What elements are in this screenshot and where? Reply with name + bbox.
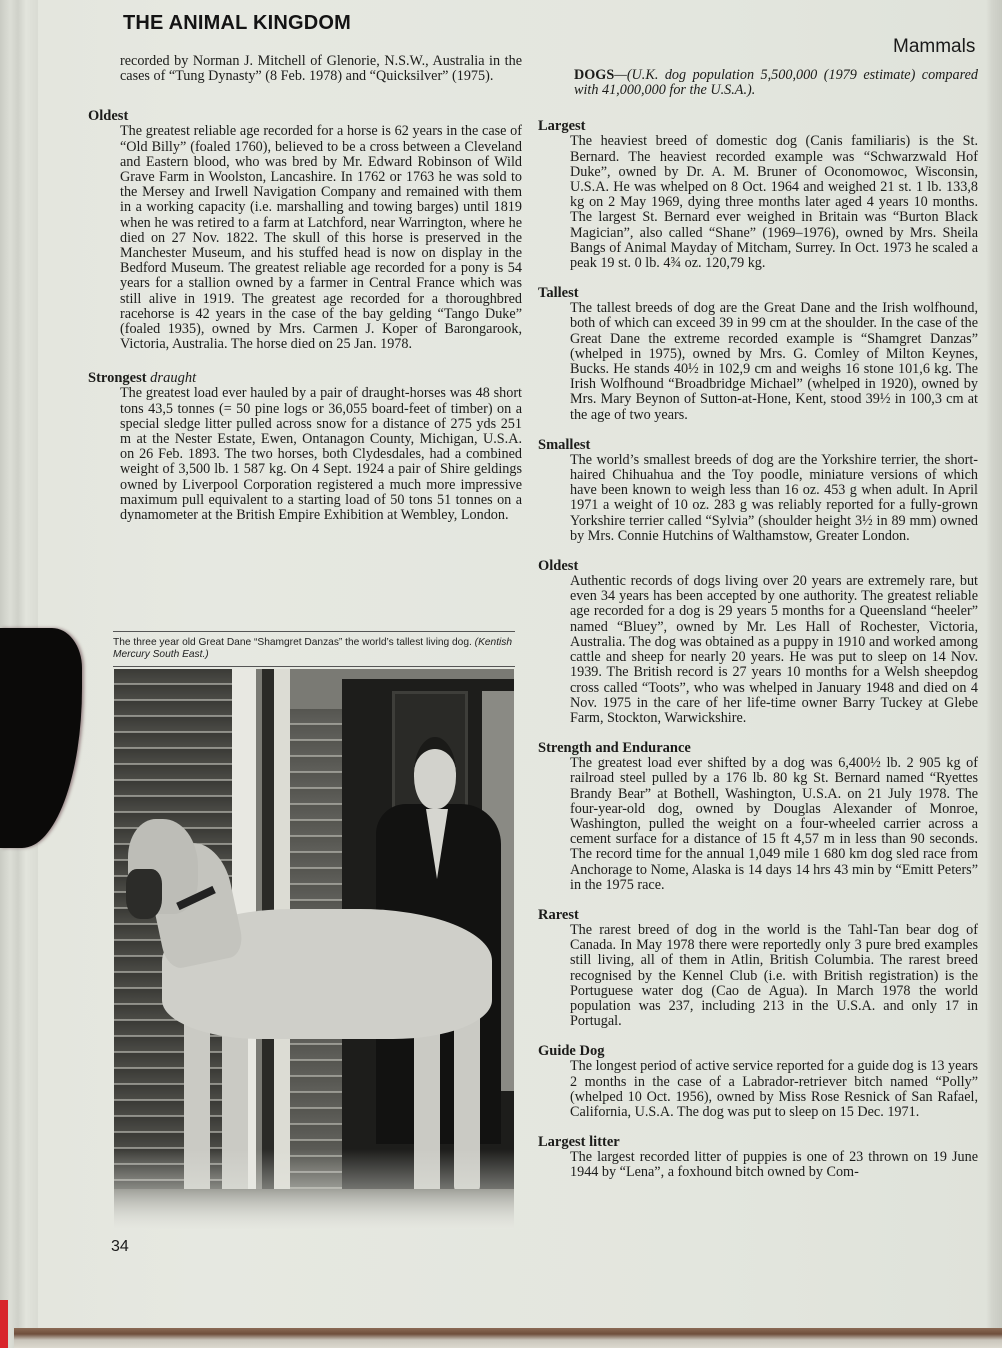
section-heading: Largest (538, 118, 586, 135)
dogs-intro: DOGS—(U.K. dog population 5,500,000 (1979 estimate) compared with 41,000,000 for the U.S.A.). (574, 67, 978, 99)
section-body: The world’s smallest breeds of dog are the Yorkshire terrier, the short-haired Chihuahua and the Toy poodle, miniature versions of which have been known to weigh less than 16 oz. 453 g when adult. In April 1971 a weight of 10 oz. 283 g was reliably reported for a fully-grown Yorkshire terrier called “Sylvia” (shoulder height 3½ in 89 mm) owned by Mrs. Connie Hutchins of Walthamstow, Greater London. (570, 451, 978, 544)
section-body: The tallest breeds of dog are the Great Dane and the Irish wolfhound, both of which can exceed 39 in 99 cm at the shoulder. In the case of the Great Dane the extreme recorded example is “Shamgret Danzas” (whelped in 1975), owned by Mrs. G. Comley of Milton Keynes, Bucks. He stands 40½ in 102,9 cm and weighs 16 stone 101,6 kg. The Irish Wolfhound “Broadbridge Michael” (whelped in 1920), owned by Mrs. Mary Beynon of Sutton-at-Hone, Kent, stood 39½ in 100,3 cm at the age of two years. (570, 300, 978, 423)
section-body: Authentic records of dogs living over 20 years are extremely rare, but even 34 years has been accepted by one authority. The greatest reliable age recorded for a dog is 29 years 5 months for a Queensland “heeler” named “Bluey”, owned by Mr. Les Hall of Rochester, Victoria, Australia. The dog was obtained as a puppy in 1910 and worked among cattle and sheep for nearly 20 years. He was put to sleep on 14 Nov. 1939. The British record is 27 years 10 months for a Welsh sheepdog cross called “Toots”, who was whelped in January 1948 and died on 4 Nov. 1975 in the care of her life-time owner Barry Tuckey at Glebe Farm, Stockton, Warwickshire. (570, 573, 978, 726)
great-dane-photo (114, 669, 514, 1229)
caption-text: The three year old Great Dane “Shamgret Danzas” the world’s tallest living dog. (113, 637, 472, 648)
section-heading: Largest litter (538, 1134, 620, 1151)
section-heading: Tallest (538, 285, 579, 302)
photo-fade (114, 1149, 514, 1229)
section-rarest (538, 907, 978, 1029)
running-head-right: Mammals (893, 36, 976, 57)
section-strength-endurance (538, 740, 978, 893)
section-oldest-horse (88, 108, 522, 352)
section-heading: Oldest (538, 558, 579, 575)
book-cover-edge (0, 1300, 8, 1348)
section-guide-dog (538, 1043, 978, 1120)
section-tallest (538, 285, 978, 423)
section-strongest-draught (88, 370, 522, 523)
section-body: The greatest load ever hauled by a pair of draught-horses was 48 short tons 43,5 tonnes (= 50 pine logs or 36,055 board-feet of timber) on a special sledge litter pulled across snow for a distance of 275 yds 251 m at the Nester Estate, Ewen, Ontanagon County, Michigan, U.S.A. on 26 Feb. 1893. The two horses, both Clydesdales, had a combined weight of 3,500 lb. 1 587 kg. On 4 Sept. 1924 a pair of Shire geldings owned by Liverpool Corporation registered a much more impressive maximum pull equivalent to a starting load of 50 tons 51 tonnes on a dynamometer at the British Empire Exhibition at Wembley, London. (120, 385, 522, 524)
section-body: The rarest breed of dog in the world is the Tahl-Tan bear dog of Canada. In May 1978 there were reportedly only 3 pure bred examples still living, all of them in Atlin, British Columbia. The rarest breed recognised by the Kennel Club (i.e. with British registration) is the Portuguese water dog (Cao de Agua). In March 1978 the world population was 237, including 213 in the U.S.A. and only 17 in Portugal. (570, 921, 978, 1030)
section-body: The greatest reliable age recorded for a horse is 62 years in the case of “Old Billy” (foaled 1760), believed to be a cross between a Cleveland and Eastern blood, who was bred by Mr. Edward Robinson of Wild Grave Farm in Woolston, Lancashire. In 1762 or 1763 he was sold to the Mersey and Irwell Navigation Company and remained with them in a working capacity (i.e. marshalling and towing barges) until 1819 when he was retired to a farm at Latchford, near Warrington, where he died on 27 Nov. 1822. The skull of this horse is preserved in the Manchester Museum, and his stuffed head is now on display in the Bedford Museum. The greatest reliable age recorded for a pony is 54 years for a stallion owned by a farmer in Central France which was still alive in 1919. The greatest age recorded for a thoroughbred racehorse is 42 years in the case of the bay gelding “Tango Duke” (foaled 1935), owned by Mrs. Carmen J. Koper of Barongarook, Victoria, Australia. The horse died on 25 Jan. 1978. (120, 123, 522, 353)
section-heading: Strongest draught (88, 370, 197, 387)
section-body: The largest recorded litter of puppies is one of 23 thrown on 19 June 1944 by “Lena”, a foxhound bitch owned by Com- (570, 1149, 978, 1181)
section-smallest (538, 437, 978, 544)
section-largest-litter (538, 1134, 978, 1180)
section-heading: Guide Dog (538, 1043, 605, 1060)
page-edge-shadow (986, 0, 1002, 1348)
thumb-over-page (0, 628, 82, 848)
section-heading: Smallest (538, 436, 591, 453)
book-bottom-edge (14, 1328, 1002, 1348)
section-body: The longest period of active service reported for a guide dog is 13 years 2 months in the case of a Labrador-retriever bitch named “Polly” (whelped 10 Oct. 1956), owned by Miss Rose Resnick of San Rafael, California, U.S.A. The dog was put to sleep on 15 Dec. 1971. (570, 1058, 978, 1120)
page-number: 34 (111, 1238, 129, 1255)
section-body: The greatest load ever shifted by a dog was 6,400½ lb. 2 905 kg of railroad steel pulled by a 176 lb. 80 kg St. Bernard named “Ryettes Brandy Bear” at Bothell, Washington, U.S.A. on 21 July 1978. The four-year-old dog, owned by Douglas Alexander of Monroe, Washington, pulled the weight on a four-wheeled carrier across a cement surface for a distance of 15 ft 4,57 m in less than 90 seconds. The record time for the annual 1,049 mile 1 680 km dog sled race from Anchorage to Nome, Alaska is 14 days 14 hrs 43 min by “Emitt Peters” in the 1975 race. (570, 755, 978, 893)
man-head (414, 737, 456, 809)
section-heading: Oldest (88, 108, 129, 125)
section-body: The heaviest breed of domestic dog (Canis familiaris) is the St. Bernard. The heaviest recorded example was “Schwarzwald Hof Duke”, owned by Dr. A. M. Bruner of Oconomowoc, Wisconsin, U.S.A. He was whelped on 8 Oct. 1964 and weighed 21 st. 1 lb. 133,8 kg on 2 May 1969, dying three months later aged 4 years 10 months. The largest St. Bernard ever weighed in Britain was “Burton Black Magician”, also called “Shane” (1969–1976), owned by Mrs. Sheila Bangs of Animal Mayday of Mitcham, Surrey. In Oct. 1973 he scaled a peak 19 st. 0 lb. 4¾ oz. 120,79 kg. (570, 133, 978, 272)
continuation-paragraph: recorded by Norman J. Mitchell of Glenorie, N.S.W., Australia in the cases of “Tung Dynasty” (8 Feb. 1978) and “Quicksilver” (1975). (120, 53, 522, 85)
running-head-left: THE ANIMAL KINGDOM (123, 12, 352, 34)
right-column (538, 68, 978, 1195)
caption-credit: (Kentish Mercury South East.) (113, 637, 513, 660)
figure-caption (113, 631, 515, 667)
section-heading: Strength and Endurance (538, 740, 691, 757)
left-column (88, 54, 522, 537)
section-oldest-dog (538, 558, 978, 726)
section-heading: Rarest (538, 906, 579, 923)
dog-muzzle (126, 869, 162, 919)
section-largest (538, 118, 978, 271)
